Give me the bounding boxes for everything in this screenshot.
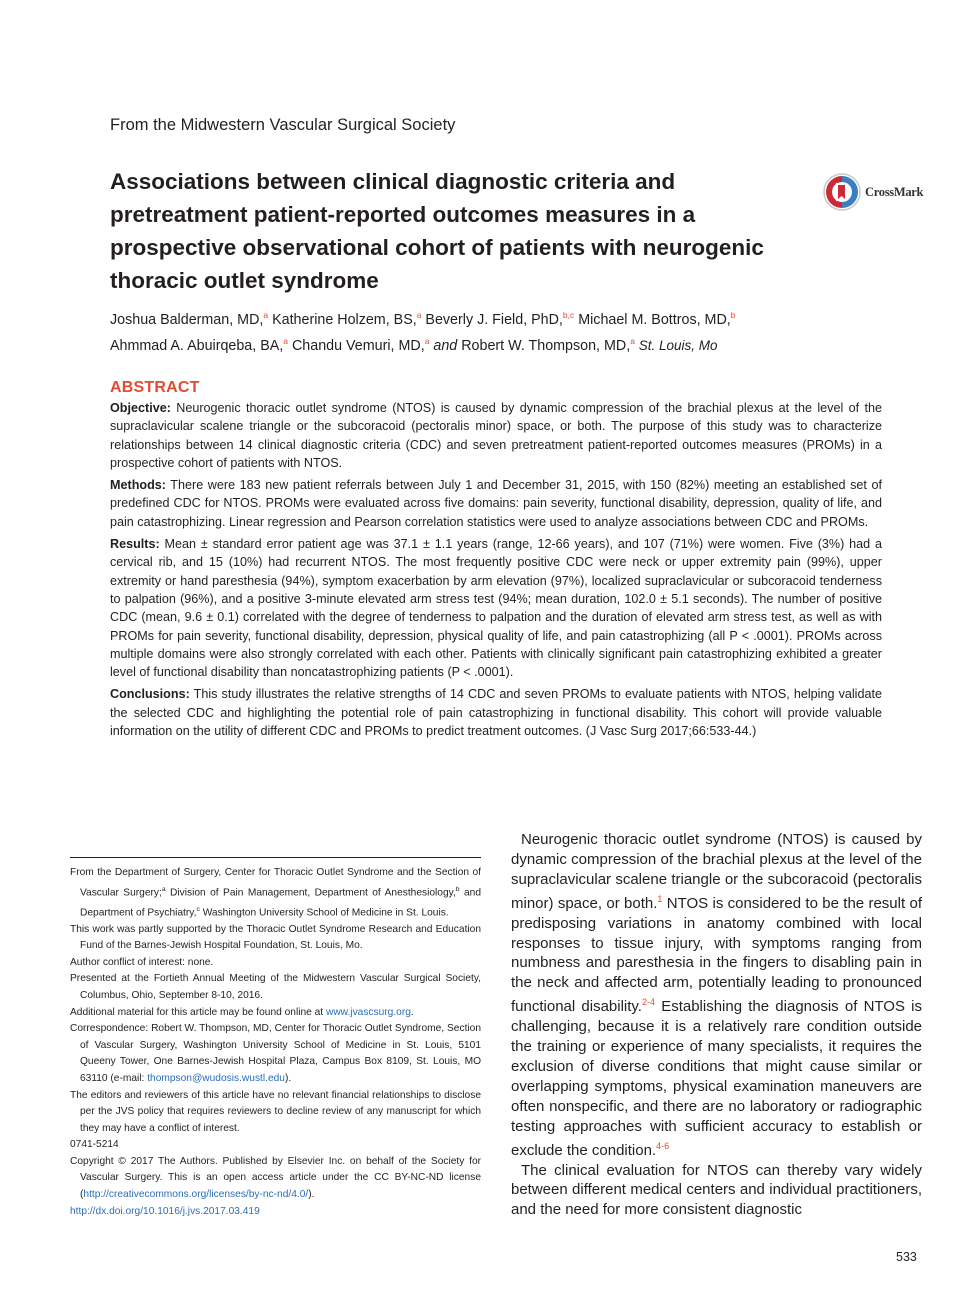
author-name: Robert W. Thompson, MD,: [461, 337, 631, 354]
author-name: Beverly J. Field, PhD,: [421, 311, 563, 328]
footnote-conflict: Author conflict of interest: none.: [70, 956, 214, 968]
body-text: [511, 830, 922, 1220]
citation-ref[interactable]: 1: [657, 893, 663, 904]
journal-link[interactable]: www.jvascsurg.org: [325, 1006, 411, 1018]
footnotes: [70, 865, 481, 1220]
abstract-objective: Objective: Neurogenic thoracic outlet syndrome (NTOS) is caused by dynamic compression of the brachial plexus at the level of the supraclavicular scalene triangle or the subcoracoid (pectoralis minor) space, or both. The purpose of this study was to characterize relationships between 14 clinical diagnostic criteria (CDC) and seven pretreatment patient-reported outcomes measures (PROMs) in a prospective cohort of patients with NTOS.: [110, 401, 882, 470]
body-paragraph: Neurogenic thoracic outlet syndrome (NTOS) is caused by dynamic compression of the brachial plexus at the level of the supraclavicular scalene triangle or the subcoracoid (pectoralis minor) space, or both.$^1$ NTOS is considered to be the result of predisposing variations in anatomy combined with local responses to tissue injury, with symptoms ranging from numbness and paresthesia in the fingers to disabling pain in the neck and affected arm, potentially leading to pronounced functional disability.$^{2-4}$ Establishing the diagnosis of NTOS is challenging, because it is a relatively rare condition outside the training or experience of many specialists, it requires the exclusion of diverse conditions that might cause similar or overlapping symptoms, physical examination maneuvers are often nonspecific, and there are no laboratory or radiographic testing approaches with sufficient accuracy to establish or exclude the condition.$^{4-6}$: [511, 831, 922, 1159]
abstract-conclusions: Conclusions: This study illustrates the relative strengths of 14 CDC and seven PROMs to evaluate patients with NTOS, helping validate the selected CDC and highlighting the potential role of pain catastrophizing in functional disability. This cohort will provide valuable information on the utility of different CDC and PROMs to predict treatment outcomes. (J Vasc Surg 2017;66:533-44.): [110, 687, 882, 739]
author-name: Michael M. Bottros, MD,: [574, 311, 731, 328]
abstract-methods: Methods: There were 183 new patient referrals between July 1 and December 31, 2015, with 150 (82%) meeting an established set of predefined CDC for NTOS. PROMs were evaluated across five domains: pain severity, functional disability, depression, quality of life, and pain catastrophizing. Linear regression and Pearson correlation statistics were used to analyze associations between CDC and PROMs.: [110, 478, 882, 529]
author-conjunction: and: [429, 337, 462, 354]
footnote-copyright: Copyright © 2017 The Authors. Published by Elsevier Inc. on behalf of the Society for Vascular Surgery. This is an open access article under the CC BY-NC-ND license (http://creativecommons.org/licenses/by-nc-nd/4.0/).: [70, 1155, 481, 1201]
footnote-doi: [70, 1204, 481, 1221]
crossmark-label: CrossMark: [865, 184, 924, 199]
abstract-body: [110, 399, 882, 744]
citation-ref[interactable]: 4-6: [656, 1140, 670, 1151]
affiliation-marker: a: [263, 310, 269, 320]
doi-link[interactable]: http://dx.doi.org/10.1016/j.jvs.2017.03.419: [70, 1205, 260, 1217]
citation-ref[interactable]: 2-4: [641, 997, 655, 1008]
footnote-correspondence: Correspondence: Robert W. Thompson, MD, Center for Thoracic Outlet Syndrome, Section of Vascular Surgery, Washington University School of Medicine in St. Louis, 5101 Queeny Tower, One Barnes-Jewish Hospital Plaza, Campus Box 8109, St. Louis, MO 63110 (e-mail: thompson@wudosis.wustl.edu).: [70, 1023, 481, 1084]
affiliation-marker: a: [283, 335, 288, 346]
author-name: Joshua Balderman, MD,: [110, 311, 264, 328]
footnote-editors: The editors and reviewers of this article have no relevant financial relationships to disclose per the JVS policy that requires reviewers to decline review of any manuscript for which they may have a conflict of interest.: [70, 1089, 481, 1134]
article-title: Associations between clinical diagnostic criteria and pretreatment patient-reported outcomes measures in a prospective observational cohort of patients with neurogenic thoracic outlet syndrome: [110, 169, 764, 293]
footnote-affiliations: From the Department of Surgery, Center for Thoracic Outlet Syndrome and the Section of Vascular Surgery;$^a$ Division of Pain Management, Department of Anesthesiology,$^b$ and Department of Psychiatry,$^c$ Washington University School of Medicine in St. Louis.: [70, 867, 481, 918]
abstract-heading: ABSTRACT: [110, 379, 200, 396]
author-name: Katherine Holzem, BS,: [268, 311, 417, 328]
footnote-support: This work was partly supported by the Thoracic Outlet Syndrome Research and Education Fund of the Barnes-Jewish Hospital Foundation, St. Louis, Mo.: [70, 923, 481, 952]
abstract-results: Results: Mean ± standard error patient age was 37.1 ± 1.1 years (range, 12-66 years), and 107 (71%) were women. Five (3%) had a cervical rib, and 15 (10%) had recurrent NTOS. The most frequently positive CDC were neck or upper extremity pain (99%), upper extremity or hand paresthesia (94%), symptom exacerbation by arm elevation (97%), localized supraclavicular or subcoracoid tenderness to palpation (96%), and a positive 3-minute elevated arm stress test (94%; mean duration, 102.0 ± 5.1 seconds). The number of positive CDC (mean, 9.6 ± 0.1) correlated with the degree of tenderness to palpation and the duration of elevated arm stress test, as well as with PROMs for pain severity, functional disability, depression, physical quality of life, and pain catastrophizing (all P < .0001). PROMs across multiple domains were also strongly correlated with each other. Patients with clinically significant pain catastrophizing exhibited a greater level of functional disability than noncatastrophizing patients (P < .0001).: [110, 537, 882, 680]
email-link[interactable]: thompson@wudosis.wustl.edu: [147, 1072, 285, 1084]
license-link[interactable]: http://creativecommons.org/licenses/by-nc-nd/4.0/: [83, 1189, 309, 1201]
author-list: [110, 305, 870, 357]
crossmark-badge[interactable]: [823, 173, 933, 211]
affiliation-marker: b: [730, 310, 736, 320]
footnote-additional: Additional material for this article may be found online at www.jvascsurg.org.: [70, 1006, 414, 1018]
affiliation-marker: a: [424, 335, 430, 346]
author-location: St. Louis, Mo: [634, 337, 718, 353]
body-paragraph: The clinical evaluation for NTOS can thereby vary widely between different medical centers and individual practitioners, and the need for more consistent diagnostic: [511, 1161, 922, 1219]
affiliation-marker: a: [416, 310, 422, 320]
affiliation-marker: a: [630, 335, 635, 346]
affiliation-marker: b,c: [562, 310, 575, 320]
author-name: Ahmmad A. Abuirqeba, BA,: [110, 337, 284, 354]
footnote-issn: 0741-5214: [70, 1139, 119, 1151]
crossmark-icon: [823, 173, 861, 211]
society-header: From the Midwestern Vascular Surgical Society: [110, 116, 456, 134]
footnote-presented: Presented at the Fortieth Annual Meeting of the Midwestern Vascular Surgical Society, Columbus, Ohio, September 8-10, 2016.: [70, 973, 481, 1001]
page-number: 533: [896, 1250, 917, 1264]
author-name: Chandu Vemuri, MD,: [288, 337, 425, 354]
footnote-divider: [70, 857, 481, 858]
